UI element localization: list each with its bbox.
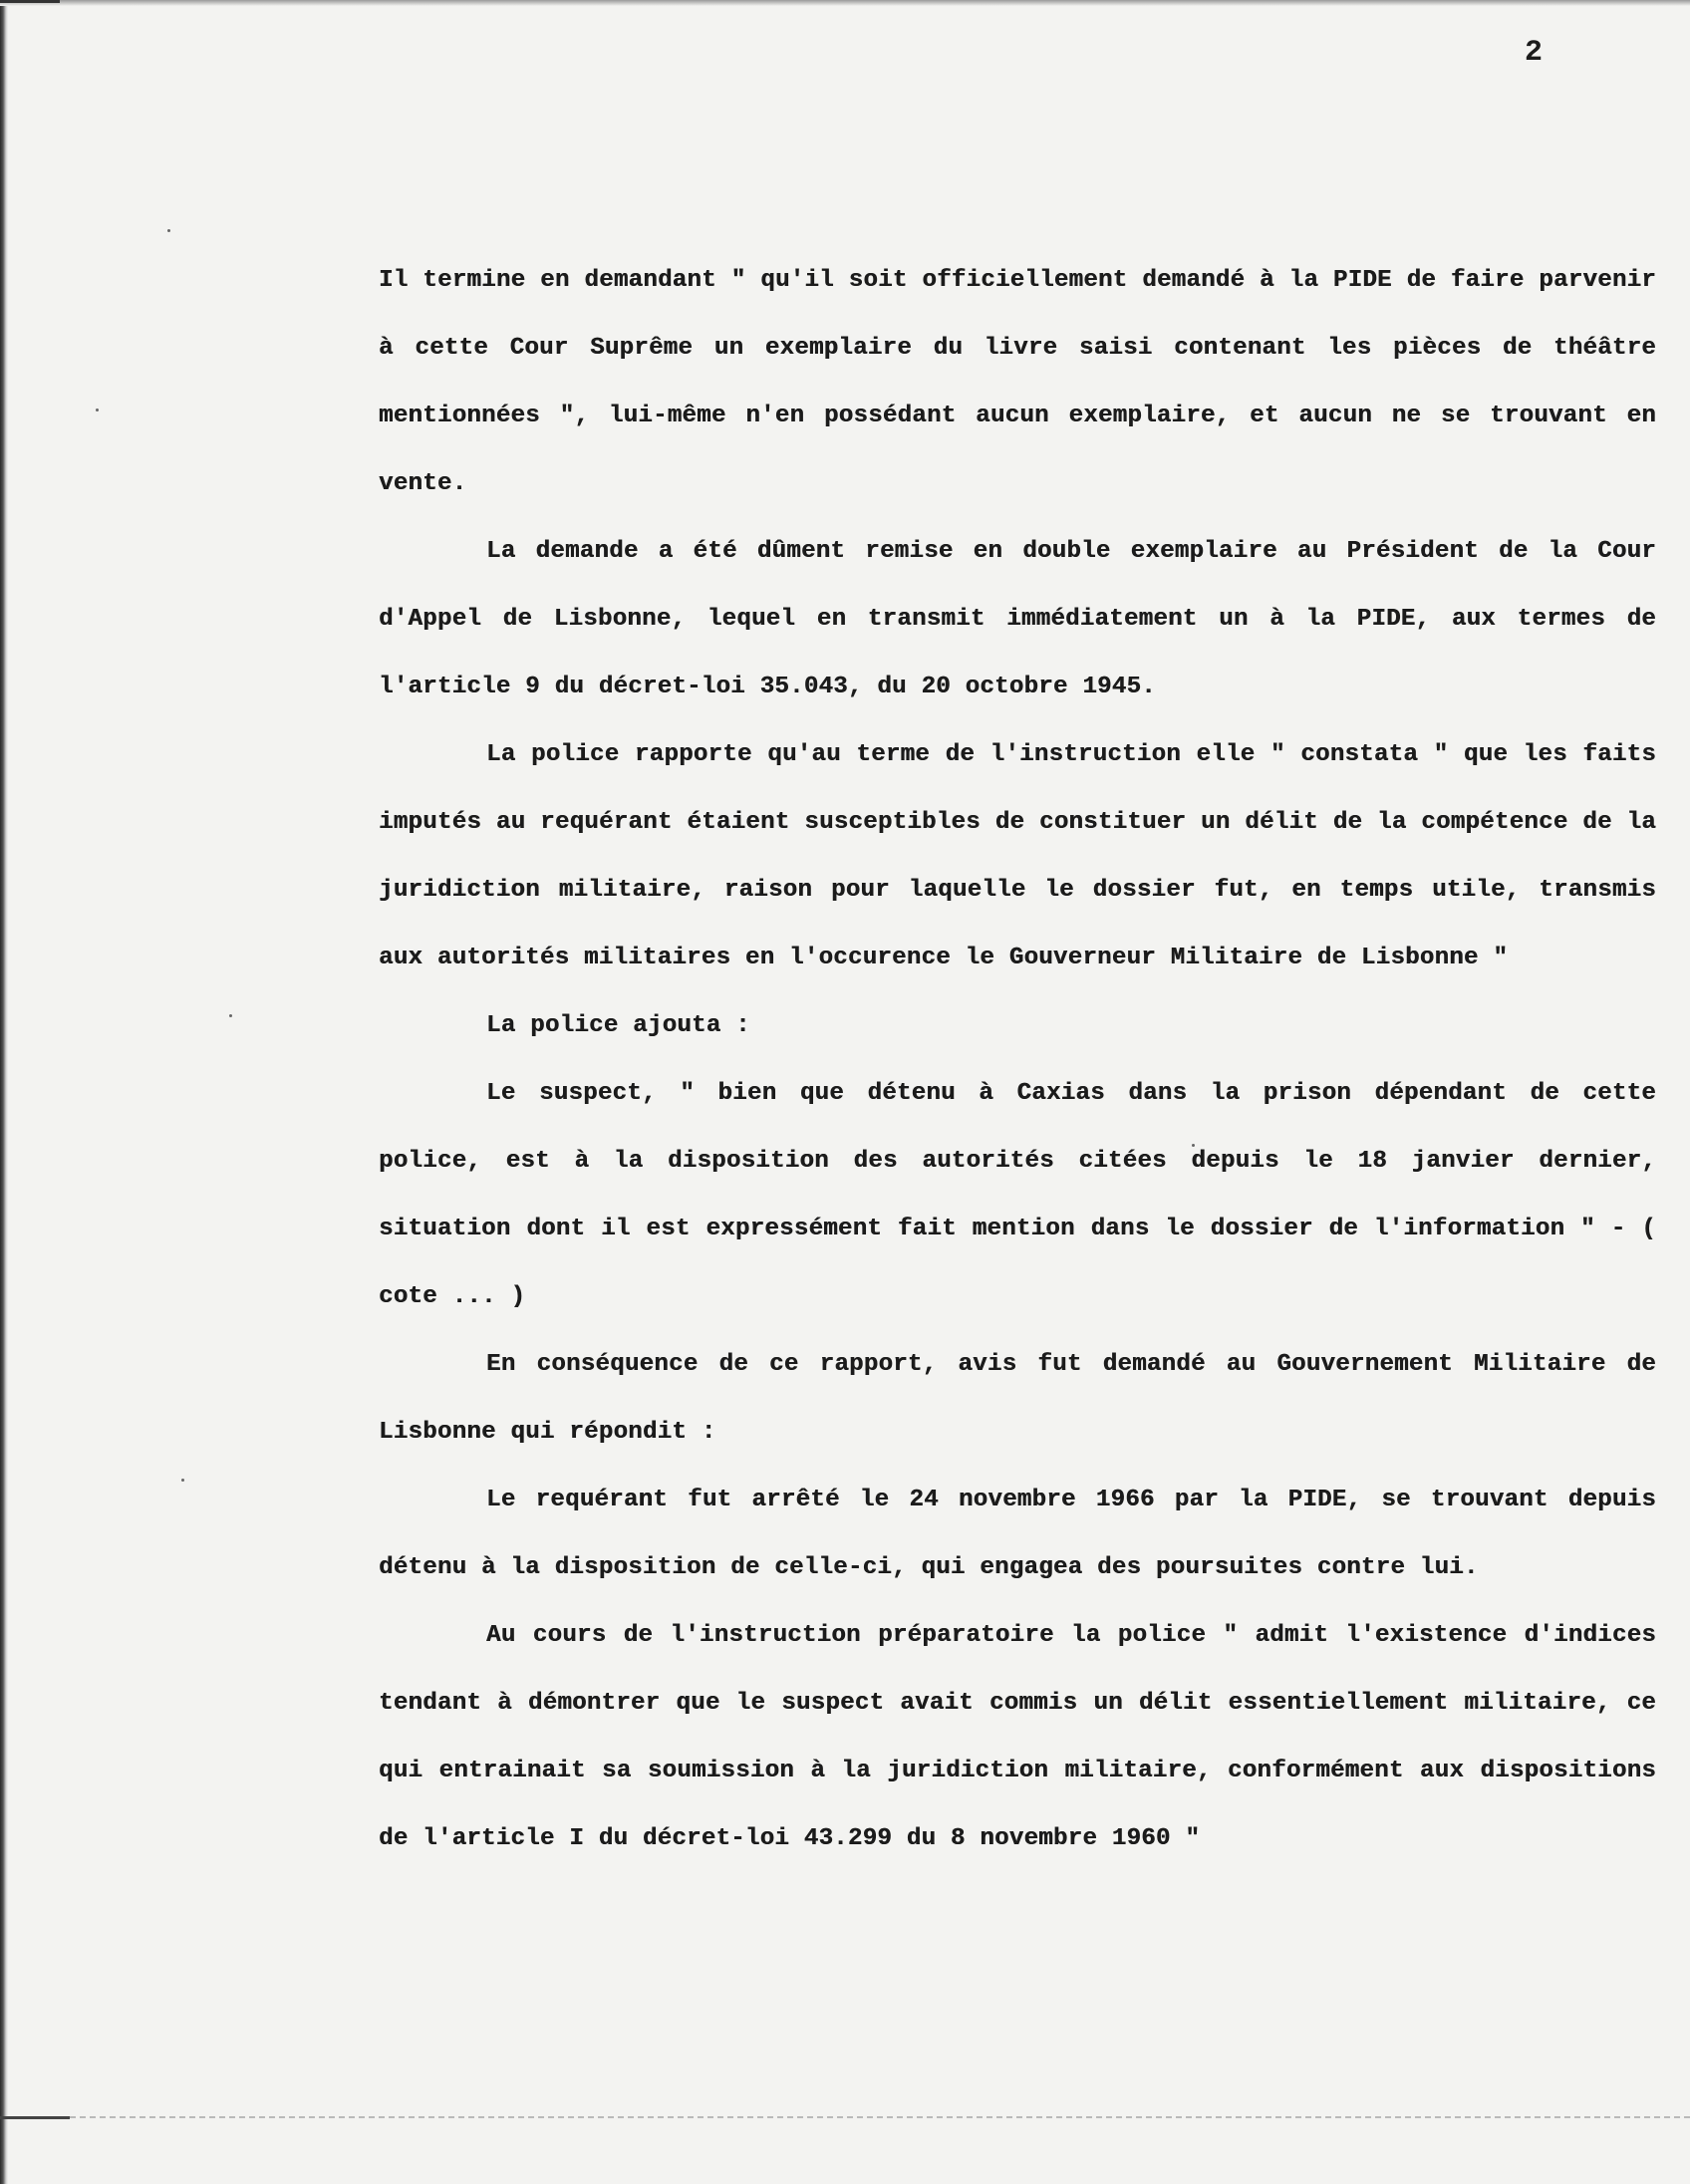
scan-speck: [96, 409, 99, 411]
paragraph-1: Il termine en demandant " qu'il soit officiellement demandé à la PIDE de faire parvenir à cette Cour Suprême un exemplaire du livre saisi contenant les pièces de théâtre mentionnées ", lui-même n'en possédant aucun exemplaire, et aucun ne se trouvant en vente.: [379, 267, 1656, 497]
paragraph-8: Au cours de l'instruction préparatoire la police " admit l'existence d'indices tendant à démontrer que le suspect avait commis un délit essentiellement militaire, ce qui entrainait sa soumission à la juridiction militaire, conformément aux dispositions de l'article I du décret-loi 43.299 du 8 novembre 1960 ": [379, 1622, 1656, 1852]
paragraph-7: Le requérant fut arrêté le 24 novembre 1966 par la PIDE, se trouvant depuis détenu à la disposition de celle-ci, qui engagea des poursuites contre lui.: [379, 1487, 1656, 1581]
page-number: 2: [1525, 36, 1545, 70]
scan-top-edge: [0, 0, 1690, 6]
scan-corner-mark: [0, 0, 60, 19]
scan-speck: [167, 229, 170, 232]
scan-speck: [181, 1479, 184, 1482]
document-body: [379, 247, 1656, 1873]
paragraph-2: La demande a été dûment remise en double exemplaire au Président de la Cour d'Appel de Lisbonne, lequel en transmit immédiatement un à la PIDE, aux termes de l'article 9 du décret-loi 35.043, du 20 octobre 1945.: [379, 538, 1656, 700]
paragraph-4: La police ajouta :: [486, 1012, 750, 1039]
paragraph-6: En conséquence de ce rapport, avis fut demandé au Gouvernement Militaire de Lisbonne qui répondit :: [379, 1351, 1656, 1446]
scan-left-edge: [0, 0, 8, 2184]
scan-speck: [229, 1014, 232, 1017]
scan-bottom-rule-mark: [0, 2116, 70, 2119]
scan-bottom-rule: [0, 2116, 1690, 2118]
paragraph-3: La police rapporte qu'au terme de l'instruction elle " constata " que les faits imputés au requérant étaient susceptibles de constituer un délit de la compétence de la juridiction militaire, raison pour laquelle le dossier fut, en temps utile, transmis aux autorités militaires en l'occurence le Gouverneur Militaire de Lisbonne ": [379, 741, 1656, 971]
paragraph-5: Le suspect, " bien que détenu à Caxias dans la prison dépendant de cette police, est à la disposition des autorités citées depuis le 18 janvier dernier, situation dont il est expressément fait mention dans le dossier de l'information " - ( cote ... ): [379, 1080, 1656, 1310]
